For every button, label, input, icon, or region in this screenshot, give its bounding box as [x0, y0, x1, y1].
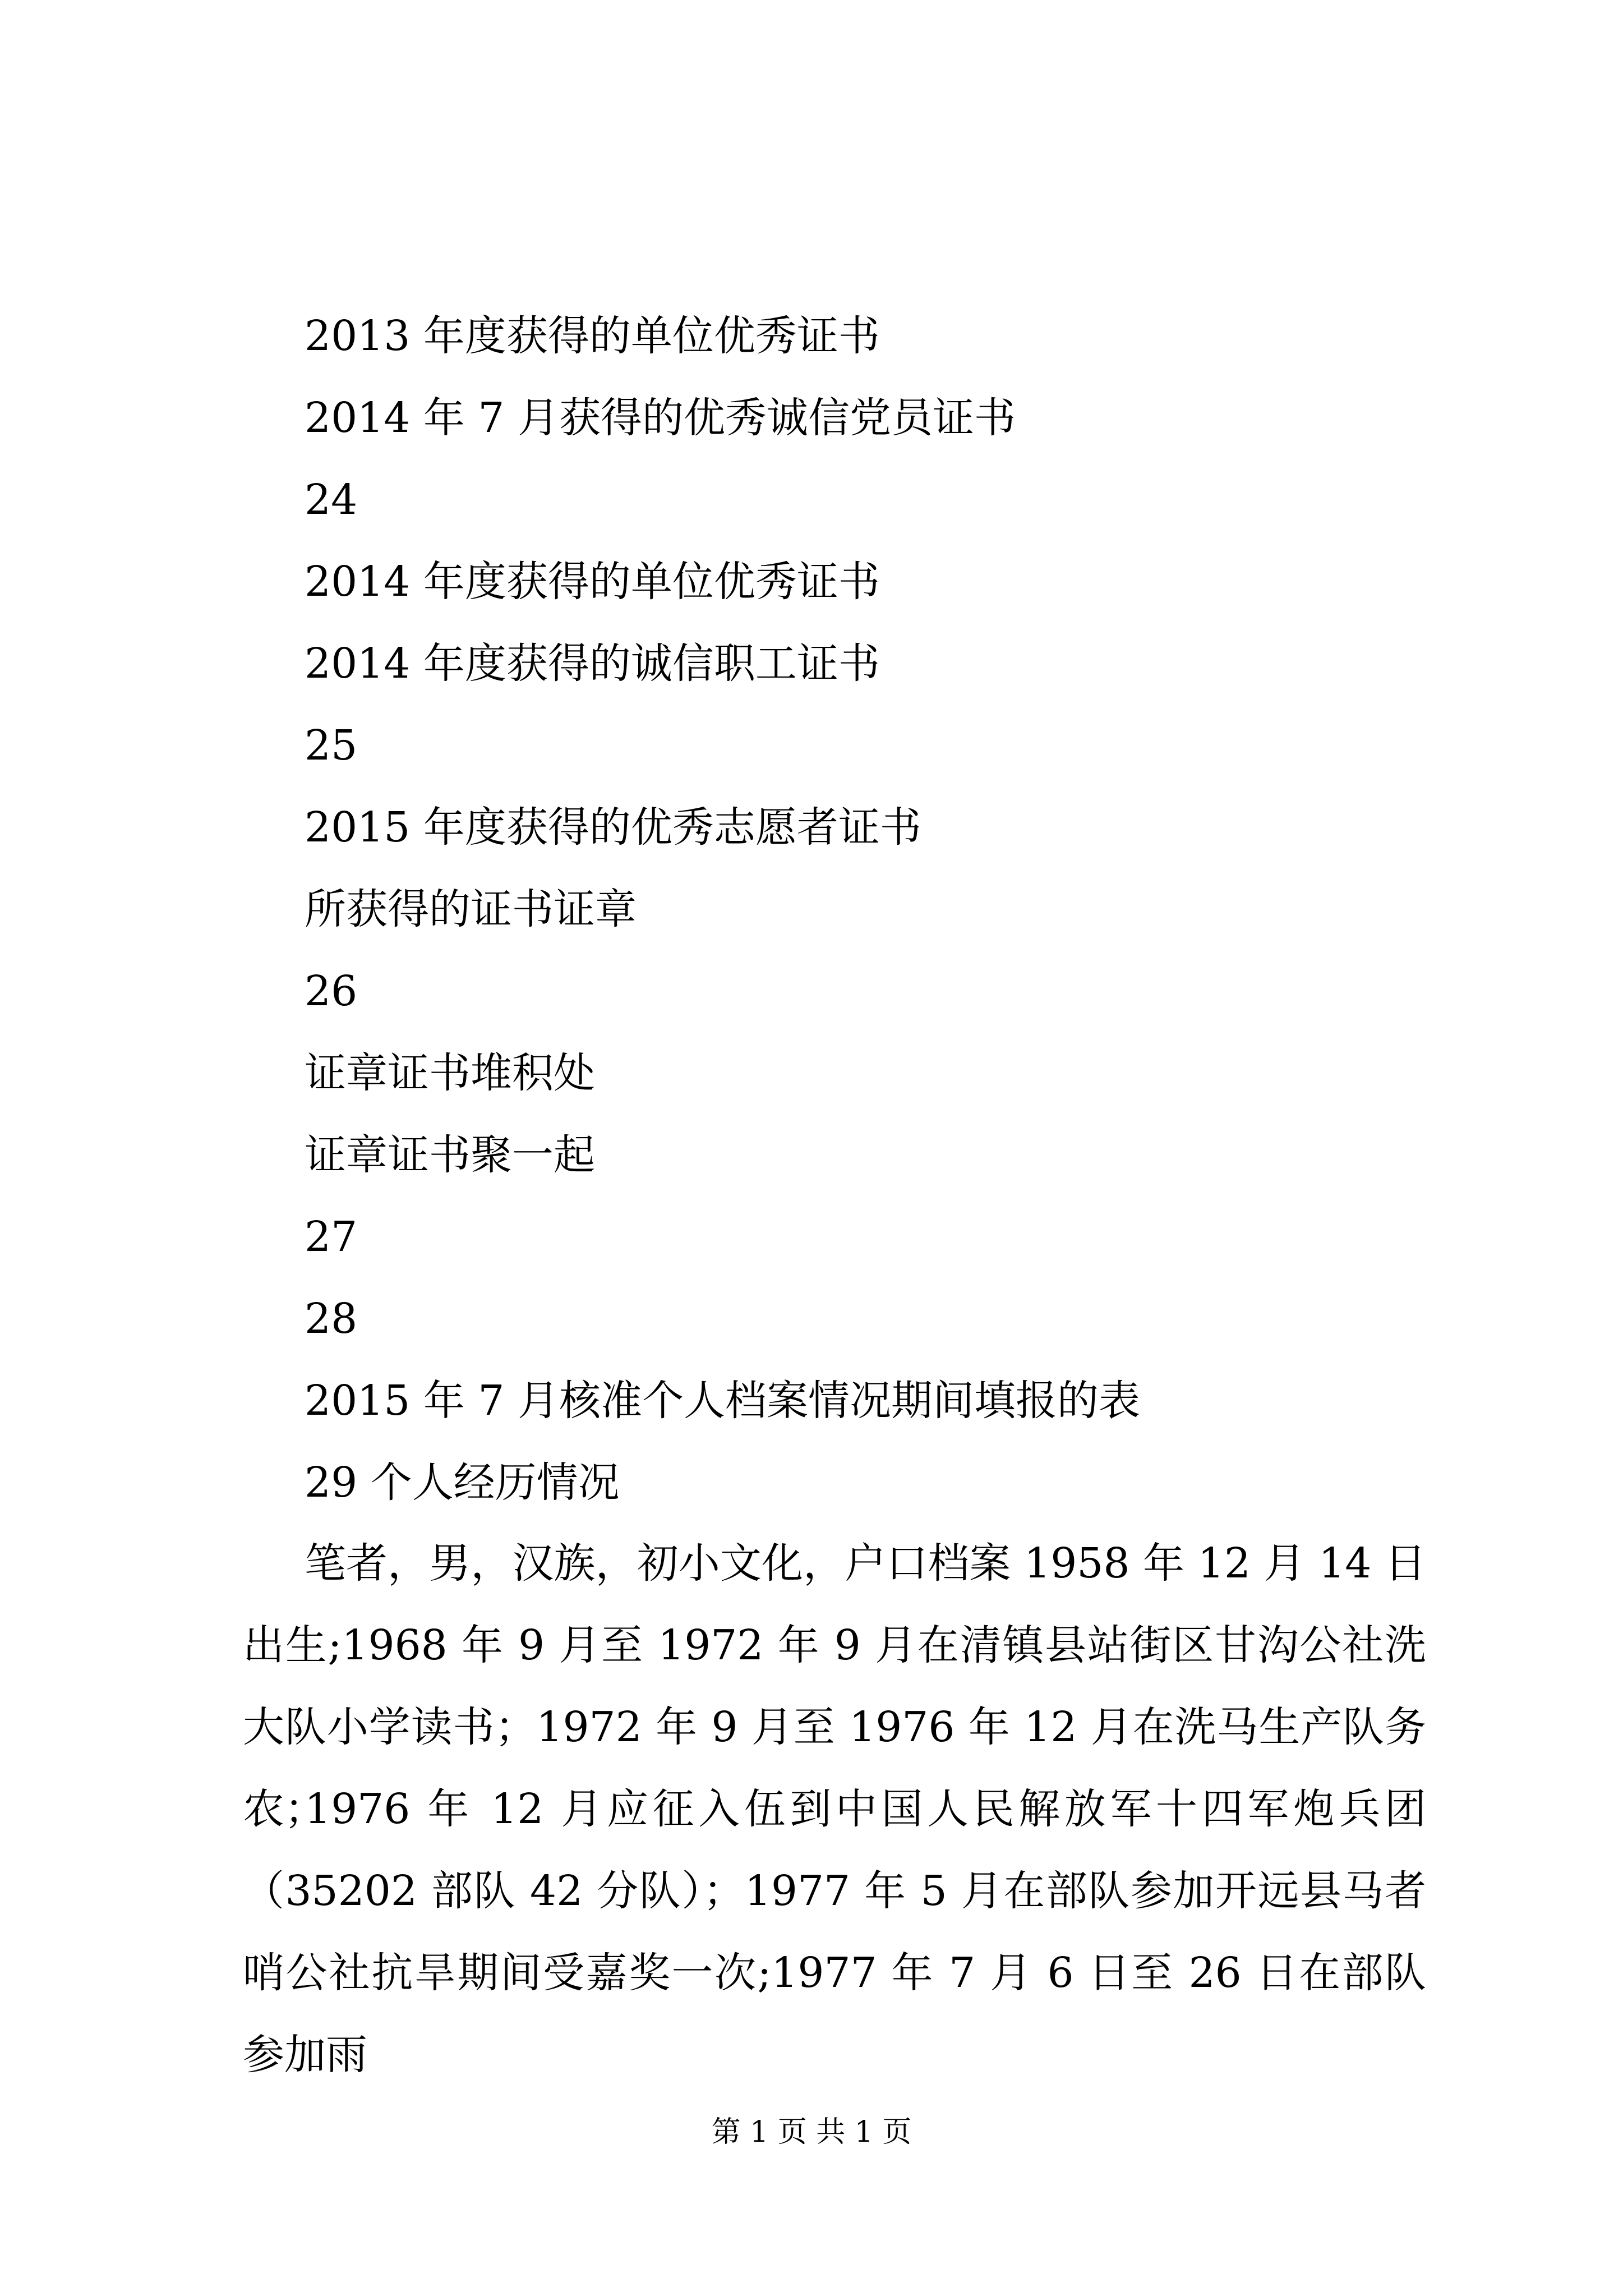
text-line-7: 证章证书堆积处	[305, 1049, 595, 1097]
text-line-5: 2015 年度获得的优秀志愿者证书	[305, 803, 921, 852]
page-number-line-28: 28	[305, 1295, 358, 1343]
text-line-8: 证章证书聚一起	[305, 1131, 595, 1179]
page-number-line-26: 26	[305, 967, 358, 1015]
section-heading-personal-history: 29 个人经历情况	[305, 1458, 620, 1507]
body-paragraph-1: 笔者，男，汉族，初小文化，户口档案 1958 年 12 月 14 日出生;1968 年 9 月至 1972 年 9 月在清镇县站街区甘沟公社洗大队小学读书；1972 年 9 月至 1976 年 12 月在洗马生产队务农；	[243, 1539, 1426, 1833]
text-line-1: 2013 年度获得的单位优秀证书	[305, 312, 880, 360]
page-footer: 第 1 页 共 1 页	[711, 2115, 912, 2149]
text-line-4: 2014 年度获得的诚信职工证书	[305, 639, 880, 688]
body-paragraph-2: 1976 年 12 月应征入伍到中国人民解放军十四军炮兵团（35202 部队 42 分队）；1977 年 5 月在部队参加开远县马者哨公社抗旱期间受嘉奖一次;1977 年 7 月 6 日至 26 日在部队参加雨	[243, 1785, 1426, 2079]
text-line-9: 2015 年 7 月核准个人档案情况期间填报的表	[305, 1377, 1140, 1425]
page-number-line-25: 25	[305, 721, 358, 770]
text-line-3: 2014 年度获得的单位优秀证书	[305, 558, 880, 606]
page-number-line-24: 24	[305, 476, 358, 524]
text-line-2: 2014 年 7 月获得的优秀诚信党员证书	[305, 394, 1016, 442]
text-line-6: 所获得的证书证章	[305, 885, 637, 933]
page-number-line-27: 27	[305, 1213, 358, 1261]
